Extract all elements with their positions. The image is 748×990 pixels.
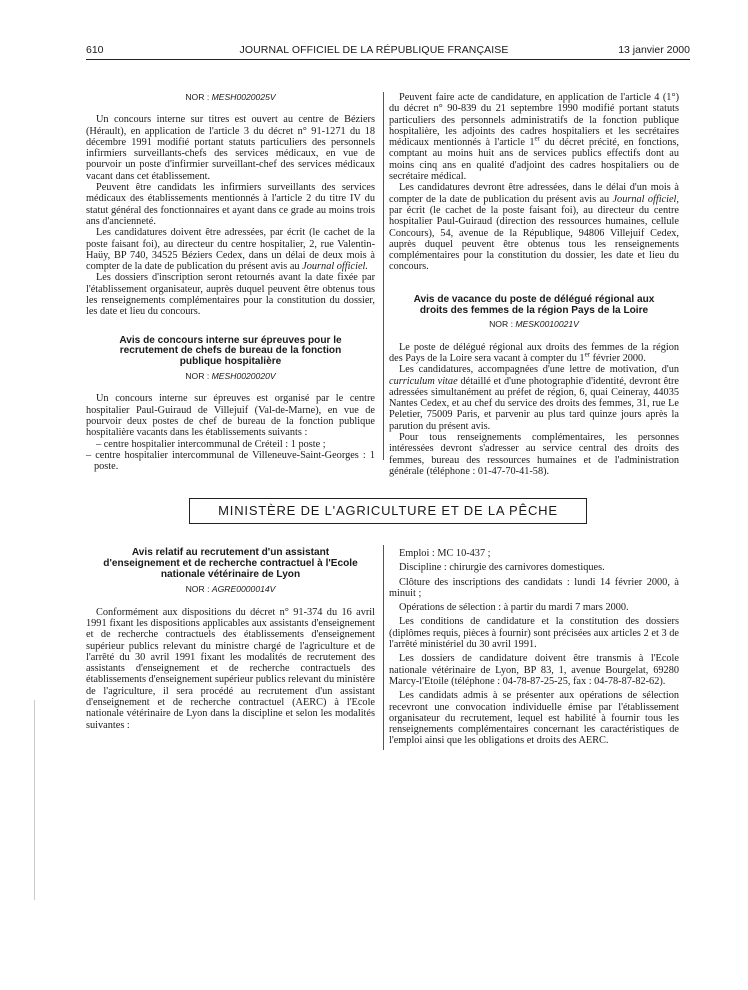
right-column xyxy=(389,92,679,477)
paragraph xyxy=(86,227,375,272)
paragraph: Un concours interne sur titres est ouvert au centre de Béziers (Hérault), en application de l'article 3 du décret n° 91-1271 du 18 décembre 1991 modifié portant statuts particuliers des personnels infirmiers surveillants-chefs des services médicaux, en vue de pourvoir un poste d'infirmier surveillant-chef des services médicaux vacant dans cet établissement. xyxy=(86,114,375,182)
text-run: par écrit (le cachet de la poste faisant foi), au directeur du centre hospitalier Paul-Guiraud (direction des ressources humaines, cellule Concours), 54, avenue de la République, 94806 Villejuif Cedex, auprès duquel peuvent être obtenus tous les renseignements complémentaires pour la constitution du dossier, les date et lieu du concours. xyxy=(389,204,679,273)
superscript: er xyxy=(534,134,540,143)
nor-code: MESK0010021V xyxy=(515,319,579,330)
paragraph: Les dossiers d'inscription seront retournés avant la date fixée par l'établissement organisateur, auprès duquel peuvent être obtenus tous les renseignements complémentaires pour la constitution du dossier, les date et lieu du concours. xyxy=(86,272,375,318)
paragraph xyxy=(389,342,679,365)
paragraph: Conformément aux dispositions du décret n° 91-374 du 16 avril 1991 fixant les dispositions applicables aux assistants d'enseignement et de recherche contractuels des établissements d'enseignement supérieur publics relevant du ministre chargé de l'agriculture et de l'arrêté du 30 avril 1991 fixant les modalités de recrutement des assistants d'enseignement et de recherche contractuels des établissements d'enseignement supérieur publics relevant du ministère de l'agriculture, il sera procédé au recrutement d'un assistant d'enseignement et de recherche contractuel (AERC) à l'Ecole nationale vétérinaire de Lyon dans la discipline et selon les modalités suivantes : xyxy=(86,606,375,731)
paragraph: Opérations de sélection : à partir du mardi 7 mars 2000. xyxy=(399,602,629,614)
text-run: Les candidatures doivent être adressées, par écrit (le cachet de la poste faisant foi), au directeur du centre hospitalier, 2, rue Valentin-Haüy, BP 740, 34525 Béziers Cedex, dans un délai de deux mois à compter de la date de publication du présent avis au xyxy=(86,227,375,273)
journal-title: JOURNAL OFFICIEL DE LA RÉPUBLIQUE FRANÇAISE xyxy=(239,44,509,56)
spacer xyxy=(389,273,679,295)
paragraph: Peuvent être candidats les infirmiers surveillants des services médicaux des établissements mentionnés à l'article 2 du titre IV du statut général des fonctionnaires et ayant dans ce grade au moins trois ans d'ancienneté. xyxy=(86,182,375,227)
emphasis: Journal officiel. xyxy=(302,261,368,273)
spacer xyxy=(86,318,375,336)
paragraph: Les conditions de candidature et la constitution des dossiers (diplômes requis, pièces à fournir) sont précisées aux articles 2 et 3 de l'arrêté ministériel du 30 avril 1991. xyxy=(389,616,679,651)
list-item: – centre hospitalier intercommunal de Créteil : 1 poste ; xyxy=(96,438,326,450)
paragraph: Les dossiers de candidature doivent être transmis à l'Ecole nationale vétérinaire de Lyon, BP 83, 1, avenue Bourgelat, 69280 Marcy-l'Etoile (téléphone : 04-78-87-25-25, fax : 04-78-87-82-62). xyxy=(389,653,679,687)
paragraph: Les candidats admis à se présenter aux opérations de sélection recevront une convocation individuelle émise par l'établissement organisateur du recrutement, lequel est habilité à fournir tous les renseignements complémentaires concernant les caractéristiques de l'emploi ainsi que les obligations et droits des AERC. xyxy=(389,690,679,747)
paragraph: Un concours interne sur épreuves est organisé par le centre hospitalier Paul-Guiraud de Villejuif (Val-de-Marne), en vue de pourvoir deux postes de chef de bureau de la fonction publique hospitalière vacants dans les établissements suivants : xyxy=(86,393,375,439)
notice-title: Avis relatif au recrutement d'un assistant d'enseignement et de recherche contractuel à l'Ecole nationale vétérinaire de Lyon xyxy=(103,547,358,580)
text-run: détaillé et d'une photographie d'identité, devront être adressées simultanément au préfet de région, 6, quai Ceineray, 44035 Nantes Cedex, et au chef du service des droits des femmes, 31, rue Le Peletier, 75009 Paris, et parvenir au plus tard quinze jours après la parution du présent avis. xyxy=(389,375,680,432)
nor-code: AGRE0000014V xyxy=(211,584,276,595)
nor-reference: NOR : AGRE0000014V xyxy=(185,584,276,595)
text-run: février 2000. xyxy=(590,352,646,364)
header-rule xyxy=(86,59,690,60)
column-divider xyxy=(383,92,384,460)
text-run: Les candidatures devront être adressées, dans le délai d'un mois à compter de la date de publication du présent avis au xyxy=(389,182,679,205)
ministry-heading: MINISTÈRE DE L'AGRICULTURE ET DE LA PÊCHE xyxy=(189,498,587,524)
emphasis: curriculum vitae xyxy=(389,375,458,387)
nor-reference: NOR : MESH0020020V xyxy=(185,371,276,382)
nor-code: MESH0020020V xyxy=(211,371,276,382)
text-run: du décret précité, en fonctions, comptant au moins huit ans de services publics effectifs dont au moins cinq ans en qualité d'adjoint des cadres hospitaliers ou de secrétaire médical. xyxy=(389,137,680,183)
lower-right-column xyxy=(389,548,679,747)
nor-reference: NOR : MESH0020025V xyxy=(185,92,276,102)
lower-left-column xyxy=(86,548,375,731)
column-divider xyxy=(383,545,384,750)
left-column xyxy=(86,92,375,472)
page-number: 610 xyxy=(86,44,104,56)
superscript: er xyxy=(584,350,591,359)
paragraph: Emploi : MC 10-437 ; xyxy=(399,548,491,559)
notice-title: Avis de concours interne sur épreuves pour le recrutement de chefs de bureau de la fonction publique hospitalière xyxy=(119,334,342,368)
issue-date: 13 janvier 2000 xyxy=(618,44,690,56)
paragraph xyxy=(389,364,679,432)
paragraph: Pour tous renseignements complémentaires, les personnes intéressées devront s'adresser au service central des droits des femmes, bureau des ressources humaines et de l'administration générale (téléphone : 01-47-70-41-58). xyxy=(389,432,679,477)
text-run: Les candidatures, accompagnées d'une lettre de motivation, d'un xyxy=(399,364,679,376)
nor-reference: NOR : MESK0010021V xyxy=(489,319,579,330)
paragraph: Clôture des inscriptions des candidats : lundi 14 février 2000, à minuit ; xyxy=(389,576,679,599)
paragraph xyxy=(389,182,679,272)
scan-margin-mark xyxy=(34,700,35,900)
paragraph xyxy=(389,92,679,182)
list-item: – centre hospitalier intercommunal de Villeneuve-Saint-Georges : 1 poste. xyxy=(86,449,375,473)
notice-title: Avis de vacance du poste de délégué régional aux droits des femmes de la région Pays de la Loire xyxy=(413,293,655,316)
paragraph: Discipline : chirurgie des carnivores domestiques. xyxy=(399,562,605,574)
emphasis: Journal officiel, xyxy=(612,193,679,205)
text-run: Le poste de délégué régional aux droits des femmes de la région des Pays de la Loire sera vacant à compter du 1 xyxy=(389,341,679,364)
nor-code: MESH0020025V xyxy=(211,92,276,102)
text-run: Peuvent faire acte de candidature, en application de l'article 4 (1°) du décret n° 90-839 du 21 septembre 1990 modifié portant statuts particuliers des personnels administratifs de la fonction publique hospitalière, les adjoints des cadres hospitaliers et les secrétaires médicaux mentionnés à l'article 1 xyxy=(389,92,679,149)
